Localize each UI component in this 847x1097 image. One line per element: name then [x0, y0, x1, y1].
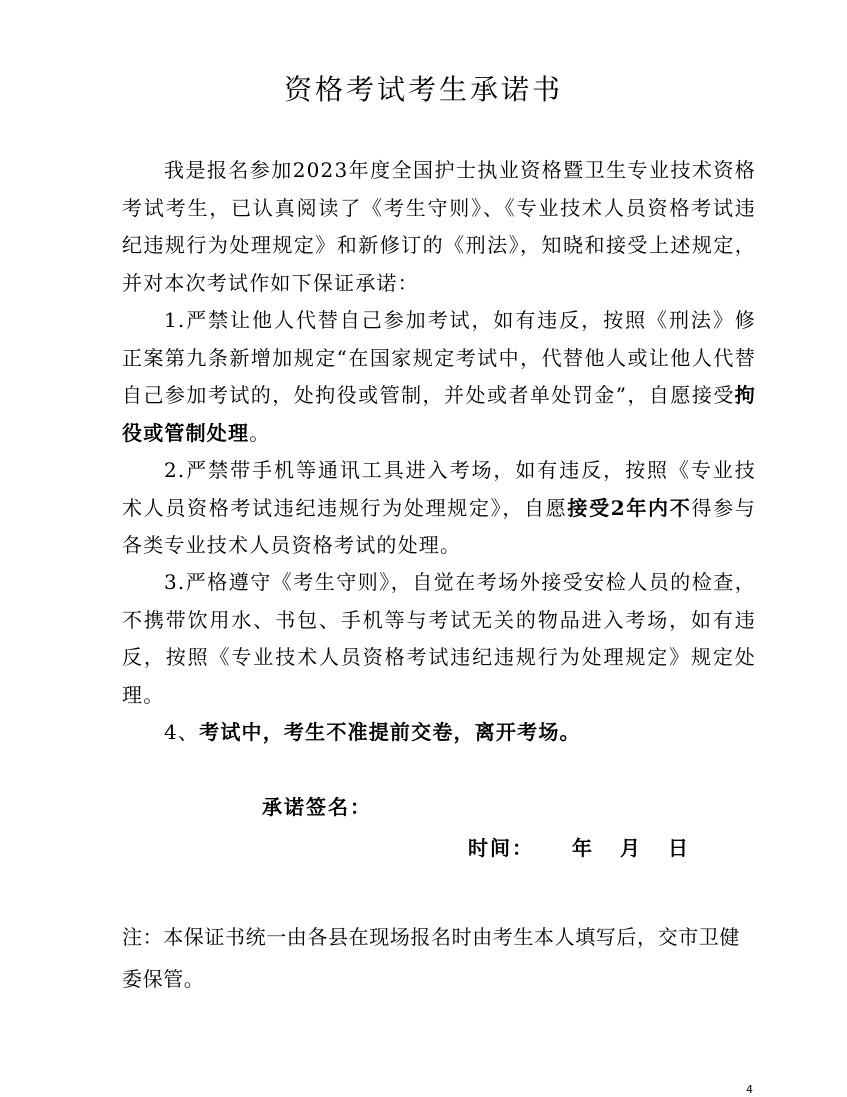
item-text: 严格遵守《考生守则》，自觉在考场外接受安检人员的检查，不携带饮用水、书包、手机等与考试无关的物品进入考场，如有违反，按照《专业技术人员资格考试违纪违规行为处理规定》规定处理。 [122, 570, 756, 707]
item-bold-text: 考试中，考生不准提前交卷，离开考场。 [199, 720, 581, 744]
date-year: 年 [572, 836, 592, 860]
item-text: 严禁带手机等通讯工具进入考场，如有违反，按照《专业技术人员资格考试违纪违规行为处理规定》，自愿 [122, 458, 756, 520]
date-row [468, 833, 688, 863]
item-bold-text: 拘役或管制处理 [122, 383, 756, 445]
item-suffix: 。 [249, 420, 271, 445]
page-number: 4 [746, 1083, 753, 1096]
item-number: 3. [164, 570, 186, 594]
intro-text: 我是报名参加2023年度全国护士执业资格暨卫生专业技术资格考试考生，已认真阅读了《考生守则》、《专业技术人员资格考试违纪违规行为处理规定》和新修订的《刑法》，知晓和接受上述规定，并对本次考试作如下保证承诺： [122, 158, 756, 295]
item-number: 1. [164, 308, 186, 332]
date-month: 月 [620, 836, 640, 860]
footnote: 注：本保证书统一由各县在现场报名时由考生本人填写后，交市卫健委保管。 [122, 925, 740, 991]
intro-paragraph [122, 152, 756, 302]
date-label: 时间： [468, 836, 534, 860]
item-number: 2. [164, 458, 186, 482]
item-text: 严禁让他人代替自己参加考试，如有违反，按照《刑法》修正案第九条新增加规定“在国家规定考试中，代替他人或让他人代替自己参加考试的，处拘役或管制，并处或者单处罚金”，自愿接受 [122, 308, 756, 407]
pledge-item-2 [122, 452, 756, 565]
signature-label: 承诺签名： [262, 795, 372, 819]
pledge-item-1 [122, 302, 756, 452]
pledge-item-4 [122, 714, 756, 752]
date-day: 日 [668, 836, 688, 860]
pledge-item-3 [122, 564, 756, 714]
item-bold-text: 接受2年内不 [567, 495, 692, 520]
document-title: 资格考试考生承诺书 [283, 73, 563, 106]
item-number: 4、 [164, 720, 200, 744]
item-suffix: 得参与各类专业技术人员资格考试的处理。 [122, 495, 756, 557]
